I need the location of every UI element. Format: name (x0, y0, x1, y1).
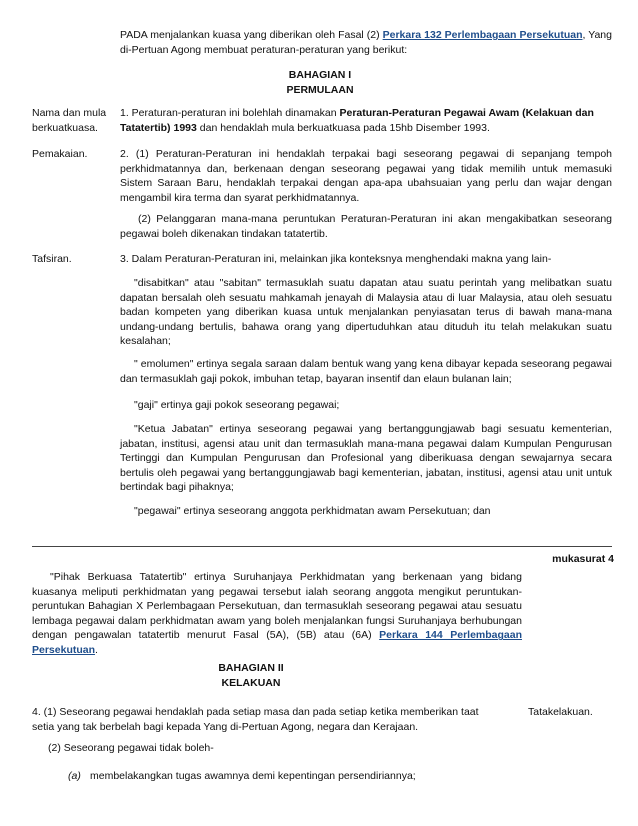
part-1-heading (120, 68, 520, 97)
definition-pihak-berkuasa: "Pihak Berkuasa Tatatertib" ertinya Suruhanjaya Perkhidmatan yang berkenaan yang bidang kuasanya meliputi perkhidmatan yang pegawai tersebut ialah seorang anggota mengikut peruntukan-peruntukan Bahagian X Perlembagaan Persekutuan, dan termasuklah seseorang pegawai atau sesuatu lembaga pegawai dalam perkhidmatan awam yang boleh menjalankan fungsi Suruhanjaya berhubungan dengan pengawalan tatatertib menurut Fasal (5A), (5B) atau (6A) Perkara 144 Perlembagaan Persekutuan. (32, 571, 523, 656)
page-divider (32, 546, 612, 547)
margin-note-citation: Nama dan mula berkuatkuasa. (32, 107, 107, 134)
item-a-text: membelakangkan tugas awamnya demi kepentingan persendiriannya; (90, 770, 416, 782)
definition-gaji: "gaji" ertinya gaji pokok seseorang pegawai; (134, 399, 340, 411)
definition-ketua-jabatan: "Ketua Jabatan" ertinya seseorang pegawai yang bertanggungjawab bagi sesuatu kementerian, jabatan, institusi, agensi atau unit dan termasuklah mana-mana pegawai dalam Kumpulan Pengurusan Tertinggi dan Kumpulan Pengurusan dan Profesional yang diberikuasa dengan sewajarnya secara bertulis oleh pegawai yang bertanggungjawab bagi kementerian, jabatan, institusi, agensi atau unit untuk bertindak bagi pihaknya; (120, 423, 612, 494)
section-4-item-a (68, 769, 568, 784)
part-2-subtitle: KELAKUAN (221, 676, 281, 689)
section-3-lead: 3. Dalam Peraturan-Peraturan ini, melainkan jika konteksnya menghendaki makna yang lain- (120, 253, 552, 265)
definition-pegawai: "pegawai" ertinya seseorang anggota perkhidmatan awam Persekutuan; dan (134, 505, 491, 517)
part-1-subtitle: PERMULAAN (286, 83, 354, 96)
perkara-132-link[interactable]: Perkara 132 Perlembagaan Persekutuan (382, 29, 583, 41)
definition-disabitkan: "disabitkan" atau "sabitan" termasuklah suatu dapatan atau suatu perintah yang melibatkan suatu dapatan bersalah oleh sesuatu mahkamah jenayah di Malaysia atau di luar Malaysia, atau oleh sesuatu badan kompeten yang diberikan kuasa untuk menjalankan penyiasatan terus di bawah mana-mana undang-undang bertulis, bahawa orang yang dipertuduhkan atau dituduh itu telah melakukan suatu kesalahan; (120, 277, 612, 348)
page-number: mukasurat 4 (552, 553, 614, 565)
margin-note-application: Pemakaian. (32, 148, 88, 160)
part-1-title: BAHAGIAN I (288, 69, 352, 81)
part-2-title: BAHAGIAN II (218, 662, 284, 674)
regulation-title: Peraturan-Peraturan Pegawai Awam (Kelakuan dan Tatatertib) 1993 (120, 107, 594, 134)
definition-emolumen: " emolumen" ertinya segala saraan dalam bentuk wang yang kena dibayar kepada seseorang pegawai dan termasuklah gaji pokok, imbuhan tetap, bayaran insentif dan elaun bulanan lain; (120, 358, 612, 385)
section-2-para-1: 2. (1) Peraturan-Peraturan ini hendaklah terpakai bagi seseorang pegawai di sepanjang tempoh perkhidmatannya dan, berkenaan dengan seseorang pegawai yang tidak memilih untuk memasuki Sistem Saraan Baru, hendaklah terpakai dengan apa-apa ubahsuaian yang perlu dan wajar dengan mengambil kira terma dan syarat perkhidmatannya. (120, 148, 612, 204)
item-a-label: (a) (68, 770, 81, 782)
margin-note-interpretation: Tafsiran. (32, 253, 72, 265)
perkara-144-link[interactable]: Perkara 144 Perlembagaan Persekutuan (32, 629, 523, 656)
section-4-para-2: (2) Seseorang pegawai tidak boleh- (48, 742, 214, 754)
part-2-heading (32, 661, 470, 690)
section-1: 1. Peraturan-peraturan ini bolehlah dinamakan Peraturan-Peraturan Pegawai Awam (Kelakuan dan Tatatertib) 1993 dan hendaklah mula berkuatkuasa pada 15hb Disember 1993. (120, 107, 594, 134)
section-2-para-2: (2) Pelanggaran mana-mana peruntukan Peraturan-Peraturan ini akan mengakibatkan seseorang pegawai boleh dikenakan tindakan tatatertib. (120, 213, 612, 240)
preamble: PADA menjalankan kuasa yang diberikan oleh Fasal (2) Perkara 132 Perlembagaan Persekutuan, Yang di-Pertuan Agong membuat peraturan-peraturan yang berikut: (120, 29, 612, 56)
section-4-para-1: 4. (1) Seseorang pegawai hendaklah pada setiap masa dan pada setiap ketika memberikan taat setia yang tak berbelah bagi kepada Yang di-Pertuan Agong, negara dan Kerajaan. (32, 706, 479, 733)
margin-note-conduct: Tatakelakuan. (528, 706, 593, 718)
